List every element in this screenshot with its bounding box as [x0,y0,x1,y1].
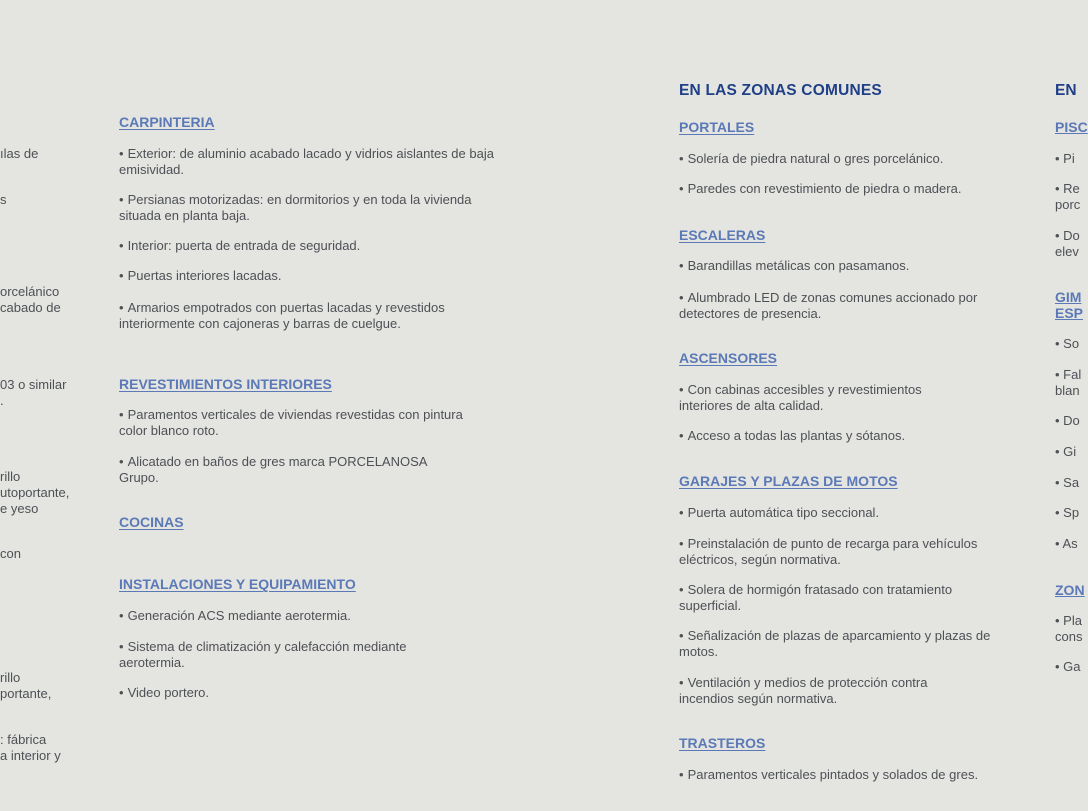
fragment-text: portante, [0,686,52,701]
column-heading: EN [1055,82,1077,99]
fragment-text: 03 o similar [0,377,67,392]
list-item: • Puertas interiores lacadas. [119,268,282,283]
section-title-ascensores: ASCENSORES [679,350,778,366]
fragment-text: • Do [1055,228,1080,243]
section-title-portales: PORTALES [679,119,755,135]
list-item: • Interior: puerta de entrada de seguridad. [119,238,361,253]
fragment-text: porc [1055,197,1081,212]
section-title-escaleras: ESCALERAS [679,227,766,243]
section-title-carpinteria: CARPINTERIA [119,114,215,130]
list-item: • Alumbrado LED de zonas comunes accionado por detectores de presencia. [679,290,978,321]
fragment-text: rillo [0,469,21,484]
list-item: • Armarios empotrados con puertas lacadas y revestidos interiormente con cajoneras y barras de cuelgue. [119,300,445,331]
list-item: • Señalización de plazas de aparcamiento y plazas de motos. [679,628,991,659]
section-title-fragment: ESP [1055,305,1084,321]
section-title-fragment: ZON [1055,582,1085,598]
section-title-trasteros: TRASTEROS [679,735,766,751]
list-item: • Video portero. [119,685,209,700]
fragment-text: • Ga [1055,659,1081,674]
section-title-fragment: GIM [1055,289,1082,305]
fragment-text: • Re [1055,181,1080,196]
fragment-text: . [0,393,4,408]
column-cutoff-right [1055,0,1088,811]
fragment-text: cons [1055,629,1083,644]
fragment-text: cabado de [0,300,61,315]
list-item: • Persianas motorizadas: en dormitorios y en toda la vivienda situada en planta baja. [119,192,472,223]
column-heading: EN LAS ZONAS COMUNES [679,82,882,99]
list-item: • Paredes con revestimiento de piedra o madera. [679,181,962,196]
list-item: • Con cabinas accesibles y revestimientos interiores de alta calidad. [679,382,922,413]
section-title-garajes: GARAJES Y PLAZAS DE MOTOS [679,473,898,489]
list-item: • Exterior: de aluminio acabado lacado y vidrios aislantes de baja emisividad. [119,146,494,177]
list-item: • Sistema de climatización y calefacción mediante aerotermia. [119,639,407,670]
list-item: • Paramentos verticales pintados y solados de gres. [679,767,979,782]
fragment-text: • Gi [1055,444,1077,459]
section-title-fragment: PISC [1055,119,1088,135]
fragment-text: orcelánico [0,284,60,299]
fragment-text: : fábrica [0,732,47,747]
section-title-instalaciones: INSTALACIONES Y EQUIPAMIENTO [119,576,356,592]
list-item: • Acceso a todas las plantas y sótanos. [679,428,906,443]
list-item: • Ventilación y medios de protección contra incendios según normativa. [679,675,928,706]
fragment-text: • Pla [1055,613,1082,628]
list-item: • Preinstalación de punto de recarga para vehículos eléctricos, según normativa. [679,536,978,567]
list-item: • Generación ACS mediante aerotermia. [119,608,351,623]
fragment-text: • As [1055,536,1078,551]
fragment-text: • Fal [1055,367,1082,382]
fragment-text: utoportante, [0,485,70,500]
list-item: • Alicatado en baños de gres marca PORCELANOSA Grupo. [119,454,427,485]
fragment-text: rillo [0,670,21,685]
list-item: • Solera de hormigón fratasado con tratamiento superficial. [679,582,953,613]
fragment-text: e yeso [0,501,39,516]
section-title-cocinas: COCINAS [119,514,184,530]
fragment-text: ılas de [0,146,39,161]
fragment-text: • Do [1055,413,1080,428]
fragment-text: • So [1055,336,1080,351]
fragment-text: elev [1055,244,1079,259]
fragment-text: con [0,546,21,561]
list-item: • Solería de piedra natural o gres porcelánico. [679,151,944,166]
list-item: • Paramentos verticales de viviendas revestidas con pintura color blanco roto. [119,407,463,438]
list-item: • Puerta automática tipo seccional. [679,505,880,520]
list-item: • Barandillas metálicas con pasamanos. [679,258,910,273]
fragment-text: blan [1055,383,1080,398]
fragment-text: a interior y [0,748,61,763]
fragment-text: • Sp [1055,505,1080,520]
fragment-text: s [0,192,7,207]
fragment-text: • Pi [1055,151,1075,166]
fragment-text: • Sa [1055,475,1080,490]
section-title-revestimientos: REVESTIMIENTOS INTERIORES [119,376,332,392]
